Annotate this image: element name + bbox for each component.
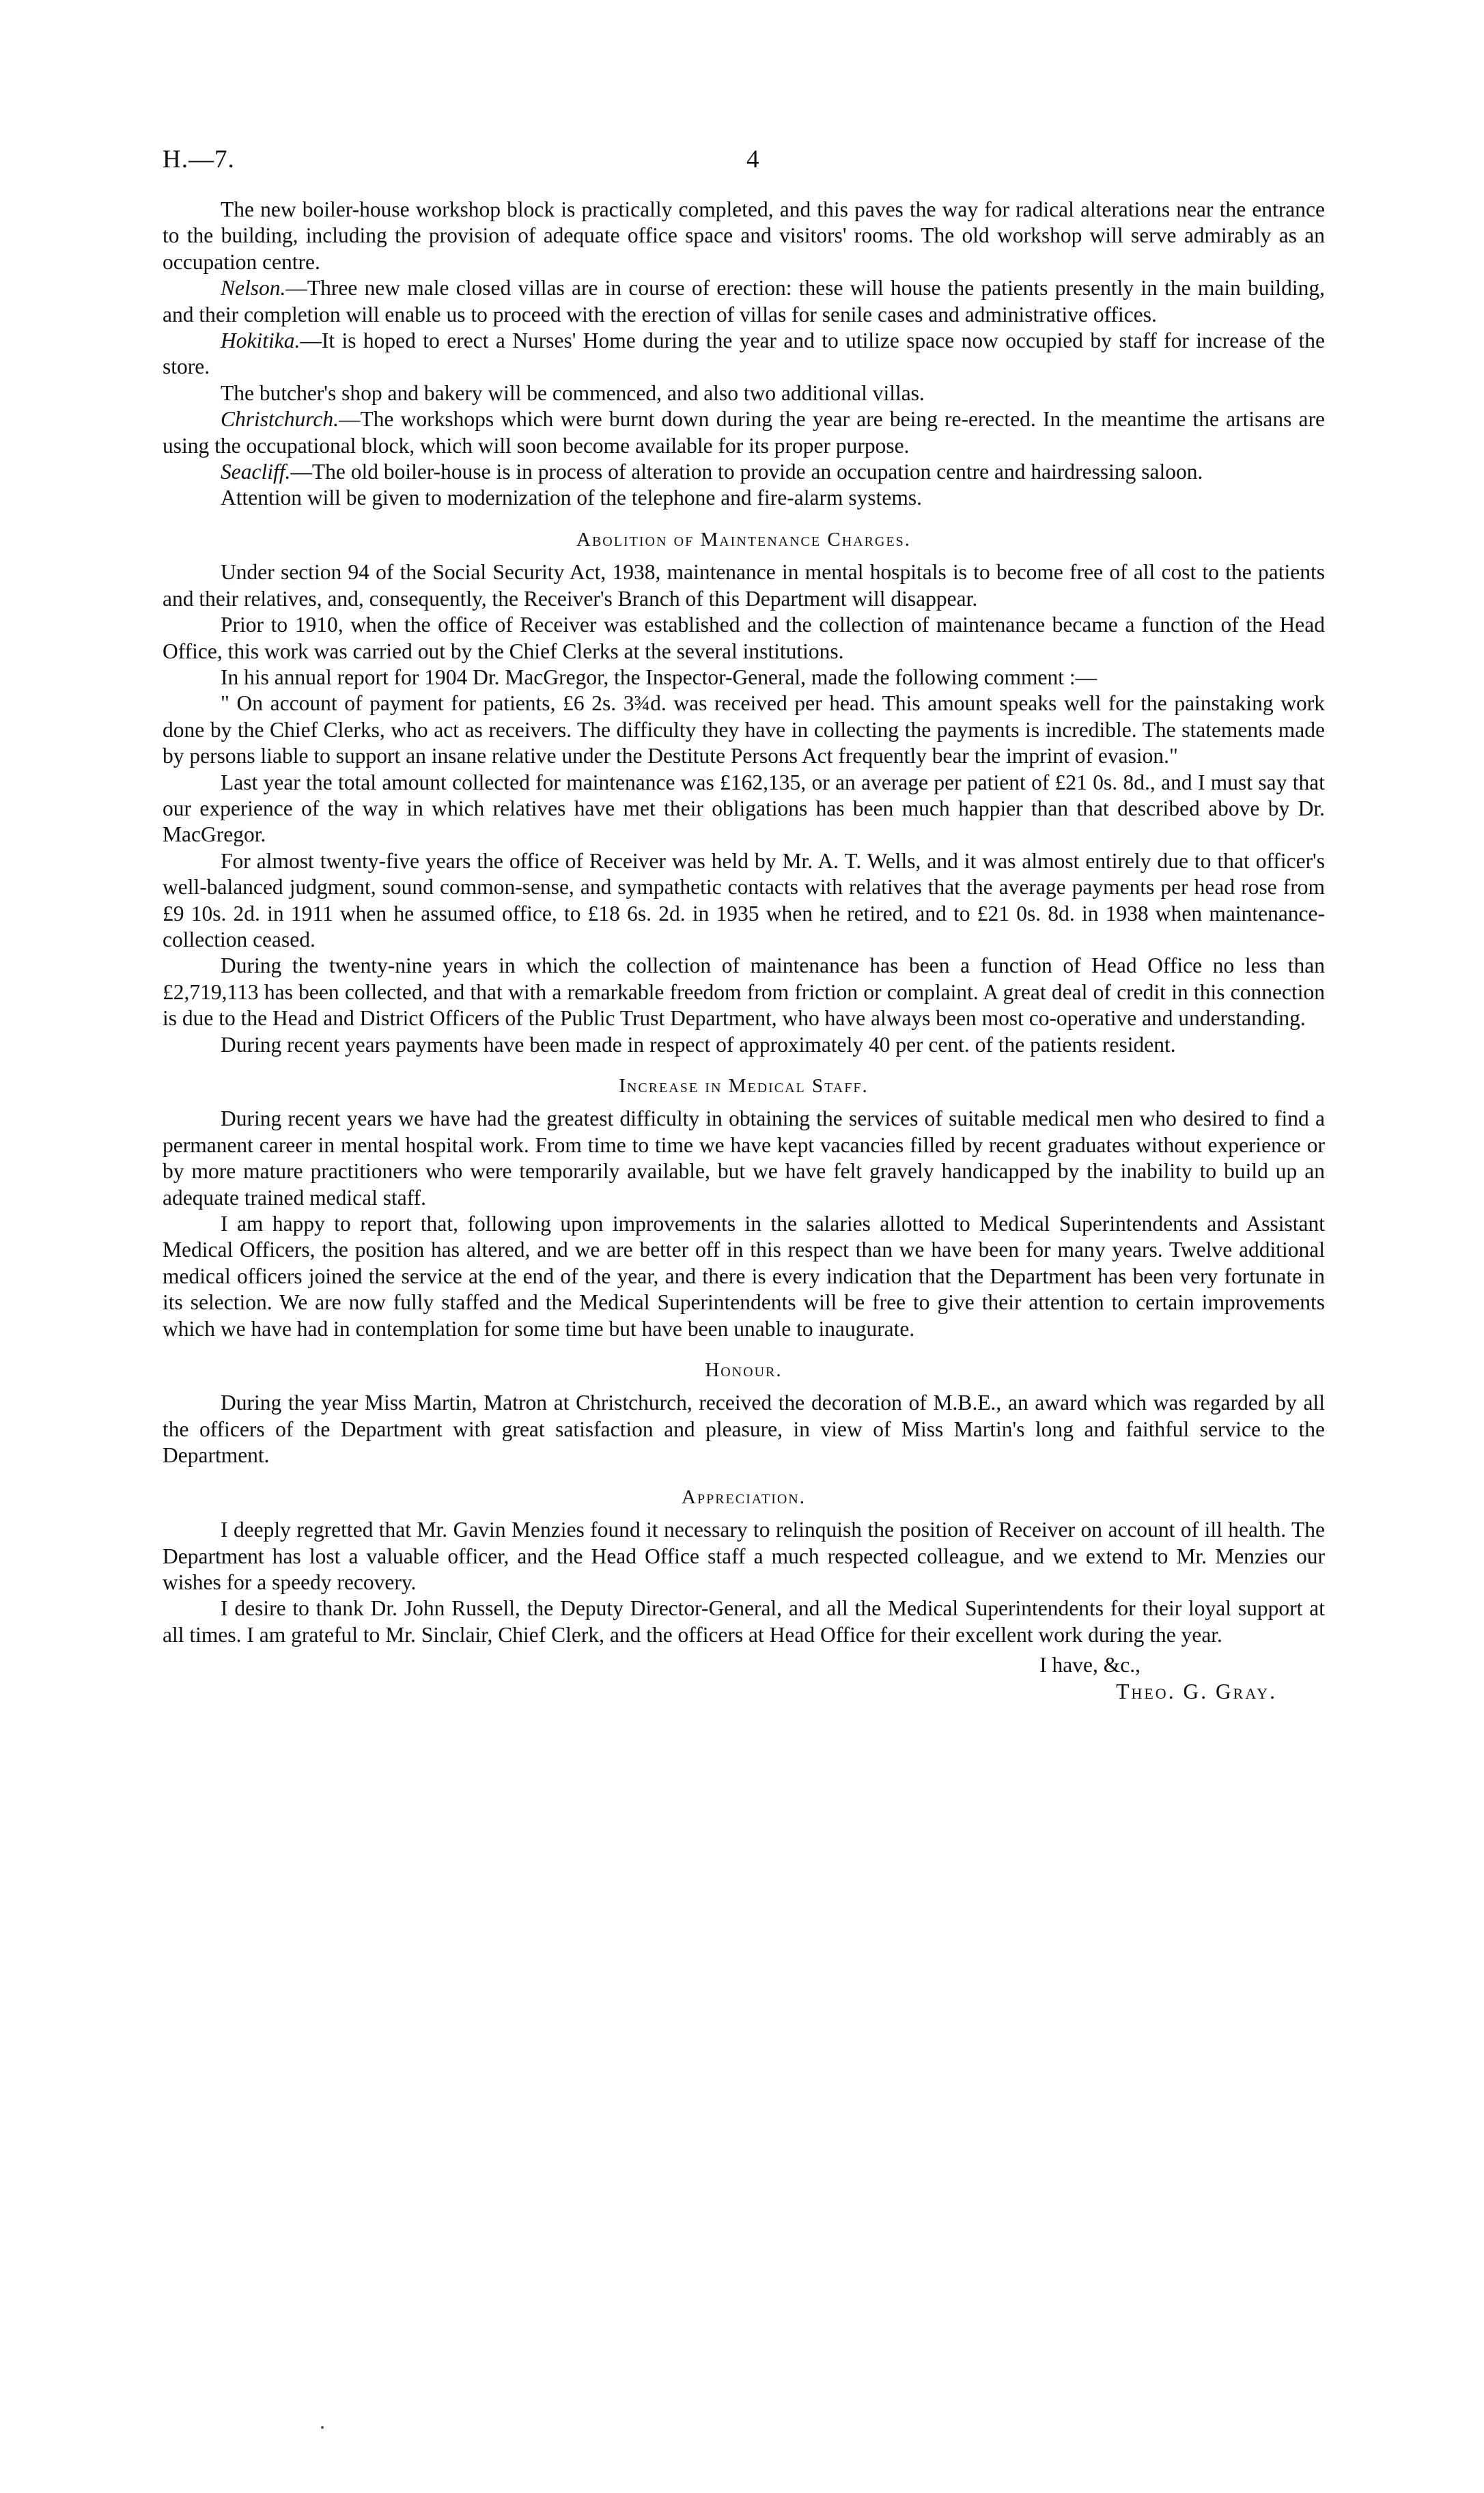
page-number: 4 xyxy=(746,145,759,173)
paragraph: During the twenty-nine years in which the collection of maintenance has been a function of Head Office no less than £2,719,113 has been collected, and that with a remarkable freedom from friction or complaint. A great deal of credit in this connection is due to the Head and District Officers of the Public Trust Department, who have always been most co-operative and understanding. xyxy=(163,953,1325,1031)
paragraph: The butcher's shop and bakery will be commenced, and also two additional villas. xyxy=(221,380,925,405)
paragraph: During the year Miss Martin, Matron at Christchurch, received the decoration of M.B.E., an award which was regarded by all the officers of the Department with great satisfaction and pleasure, in view of Miss Martin's long and faithful service to the Department. xyxy=(163,1391,1325,1468)
document-reference: H.—7. xyxy=(163,145,235,173)
section-heading-honour: Honour. xyxy=(705,1359,783,1382)
paragraph: The new boiler-house workshop block is practically completed, and this paves the way for radical alterations near the entrance to the building, including the provision of adequate office space and visitors' rooms. The old workshop will serve admirably as an occupation centre. xyxy=(163,197,1325,274)
paragraph-nelson: Nelson.—Three new male closed villas are in course of erection: these will house the patients presently in the main building, and their completion will enable us to proceed with the erection of villas for senile cases and administrative offices. xyxy=(163,276,1325,326)
salutation: I have, &c., xyxy=(1039,1653,1140,1677)
paragraph-hokitika: Hokitika.—It is hoped to erect a Nurses' Home during the year and to utilize space now occupied by staff for increase of the store. xyxy=(163,329,1325,379)
place-name: Hokitika. xyxy=(221,329,300,353)
paragraph: For almost twenty-five years the office of Receiver was held by Mr. A. T. Wells, and it was almost entirely due to that officer's well-balanced judgment, sound common-sense, and sympathetic contacts with relatives that the average payments per head rose from £9 10s. 2d. in 1911 when he assumed office, to £18 6s. 2d. in 1935 when he retired, and to £21 0s. 8d. in 1938 when maintenance-collection ceased. xyxy=(163,848,1325,951)
paragraph: I desire to thank Dr. John Russell, the Deputy Director-General, and all the Medical Superintendents for their loyal support at all times. I am grateful to Mr. Sinclair, Chief Clerk, and the officers at Head Office for their excellent work during the year. xyxy=(163,1596,1325,1647)
paragraph: Attention will be given to modernization of the telephone and fire-alarm systems. xyxy=(221,486,922,510)
signatory-name: Theo. G. Gray. xyxy=(1116,1679,1277,1703)
page-header xyxy=(163,145,1330,179)
paragraph: I am happy to report that, following upon improvements in the salaries allotted to Medical Superintendents and Assistant Medical Officers, the position has altered, and we are better off in this respect than we have been for many years. Twelve additional medical officers joined the service at the end of the year, and there is every indication that the Department has been very fortunate in its selection. We are now fully staffed and the Medical Superintendents will be free to give their attention to certain improvements which we have had in contemplation for some time but have been unable to inaugurate. xyxy=(163,1212,1325,1341)
document-body xyxy=(163,197,1325,1705)
paragraph: Under section 94 of the Social Security Act, 1938, maintenance in mental hospitals is to become free of all cost to the patients and their relatives, and, consequently, the Receiver's Branch of this Department will disappear. xyxy=(163,560,1325,611)
paragraph: Prior to 1910, when the office of Receiver was established and the collection of maintenance became a function of the Head Office, this work was carried out by the Chief Clerks at the several institutions. xyxy=(163,613,1325,663)
scan-speck xyxy=(321,2426,324,2429)
place-name: Christchurch. xyxy=(221,407,339,432)
paragraph-seacliff: Seacliff.—The old boiler-house is in process of alteration to provide an occupation centre and hairdressing saloon. xyxy=(221,460,1203,484)
paragraph: During recent years payments have been made in respect of approximately 40 per cent. of the patients resident. xyxy=(221,1032,1176,1057)
place-name: Nelson. xyxy=(221,276,286,301)
paragraph: In his annual report for 1904 Dr. MacGregor, the Inspector-General, made the following comment :— xyxy=(221,665,1097,689)
place-name: Seacliff. xyxy=(221,460,291,484)
section-heading-appreciation: Appreciation. xyxy=(682,1486,806,1508)
section-heading-abolition: Abolition of Maintenance Charges. xyxy=(576,528,911,551)
paragraph: Last year the total amount collected for maintenance was £162,135, or an average per patient of £21 0s. 8d., and I must say that our experience of the way in which relatives have met their obligations has been much happier than that described above by Dr. MacGregor. xyxy=(163,770,1325,847)
paragraph: During recent years we have had the greatest difficulty in obtaining the services of suitable medical men who desired to find a permanent career in mental hospital work. From time to time we have kept vacancies filled by recent graduates without experience or by more mature practitioners who were temporarily available, but we have felt gravely handicapped by the inability to build up an adequate trained medical staff. xyxy=(163,1106,1325,1210)
paragraph-christchurch: Christchurch.—The workshops which were burnt down during the year are being re-erected. In the meantime the artisans are using the occupational block, which will soon become available for its proper purpose. xyxy=(163,407,1325,458)
section-heading-medical-staff: Increase in Medical Staff. xyxy=(619,1075,869,1097)
signature-block xyxy=(163,1652,1325,1705)
block-quote: " On account of payment for patients, £6 2s. 3¾d. was received per head. This amount speaks well for the painstaking work done by the Chief Clerks, who act as receivers. The difficulty they have in collecting the payments is incredible. The statements made by persons liable to support an insane relative under the Destitute Persons Act frequently bear the imprint of evasion." xyxy=(163,691,1325,768)
paragraph: I deeply regretted that Mr. Gavin Menzies found it necessary to relinquish the position of Receiver on account of ill health. The Department has lost a valuable officer, and the Head Office staff a much respected colleague, and we extend to Mr. Menzies our wishes for a speedy recovery. xyxy=(163,1518,1325,1594)
